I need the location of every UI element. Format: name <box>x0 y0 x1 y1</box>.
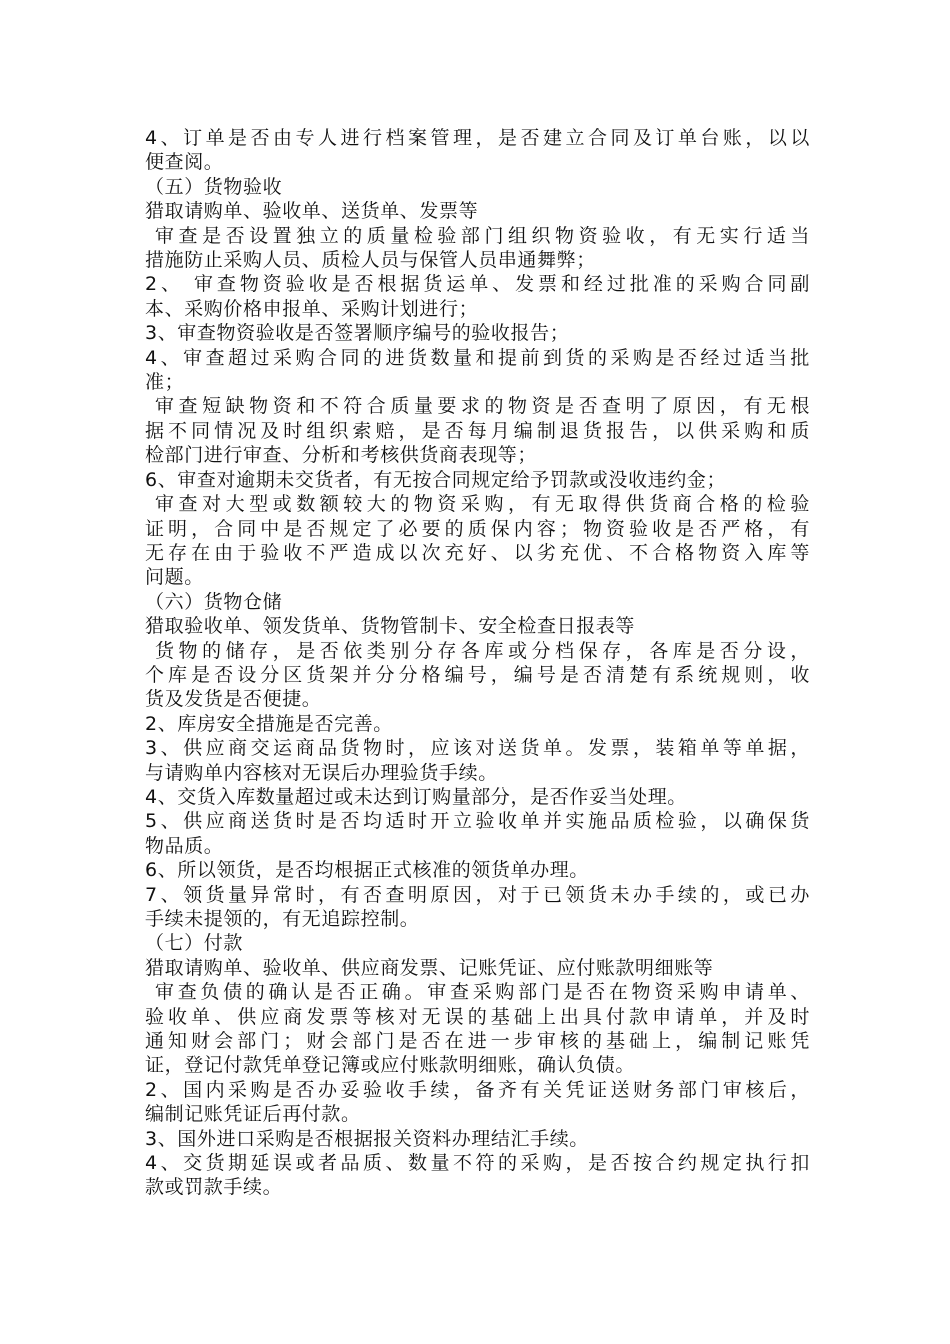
document-line: 检部门进行审查、分析和考核供货商表现等； <box>145 444 538 467</box>
document-line: 审查对大型或数额较大的物资采购，有无取得供货商合格的检验 <box>155 493 810 516</box>
document-line: 审查负债的确认是否正确。审查采购部门是否在物资采购申请单、 <box>155 981 810 1004</box>
document-line: 证明，合同中是否规定了必要的质保内容；物资验收是否严格，有 <box>145 517 810 540</box>
document-line: 7、领货量异常时，有否查明原因，对于已领货未办手续的，或已办 <box>145 883 810 906</box>
document-line: 本、采购价格申报单、采购计划进行； <box>145 297 479 320</box>
document-line: 验收单、供应商发票等核对无误的基础上出具付款申请单，并及时 <box>145 1005 810 1028</box>
document-line: （七）付款 <box>145 932 244 955</box>
document-line: 4、审查超过采购合同的进货数量和提前到货的采购是否经过适当批 <box>145 346 810 369</box>
document-line: 猎取请购单、验收单、送货单、发票等 <box>145 200 479 223</box>
document-line: 猎取请购单、验收单、供应商发票、记账凭证、应付账款明细账等 <box>145 956 714 979</box>
document-line: 审查短缺物资和不符合质量要求的物资是否查明了原因，有无根 <box>155 395 810 418</box>
document-line: 措施防止采购人员、质检人员与保管人员串通舞弊； <box>145 249 596 272</box>
document-line: 6、审查对逾期未交货者，有无按合同规定给予罚款或没收违约金； <box>145 468 727 491</box>
document-line: 4、交货期延误或者品质、数量不符的采购，是否按合约规定执行扣 <box>145 1152 810 1175</box>
document-line: 4、订单是否由专人进行档案管理，是否建立合同及订单台账，以以 <box>145 127 810 149</box>
document-line: 通知财会部门；财会部门是否在进一步审核的基础上，编制记账凭 <box>145 1030 810 1053</box>
document-line: 便查阅。 <box>145 151 224 174</box>
document-body <box>145 126 810 1200</box>
document-line: 款或罚款手续。 <box>145 1176 283 1199</box>
document-line: 3、审查物资验收是否签署顺序编号的验收报告； <box>145 322 570 345</box>
document-line: 4、交货入库数量超过或未达到订购量部分，是否作妥当处理。 <box>145 785 687 808</box>
document-line: 审查是否设置独立的质量检验部门组织物资验收，有无实行适当 <box>155 224 810 247</box>
document-line: 6、所以领货，是否均根据正式核准的领货单办理。 <box>145 859 589 882</box>
document-line: 手续未提领的，有无追踪控制。 <box>145 908 420 930</box>
document-line: 5、供应商送货时是否均适时开立验收单并实施品质检验，以确保货 <box>145 810 810 833</box>
document-line: 与请购单内容核对无误后办理验货手续。 <box>145 761 498 784</box>
document-line: 猎取验收单、领发货单、货物管制卡、安全检查日报表等 <box>145 615 636 638</box>
document-line: 准； <box>145 371 185 394</box>
document-line: 据不同情况及时组织索赔，是否每月编制退货报告，以供采购和质 <box>145 419 810 442</box>
document-line: 个库是否设分区货架并分分格编号，编号是否清楚有系统规则，收 <box>145 663 810 686</box>
document-line: 2、国内采购是否办妥验收手续，备齐有关凭证送财务部门审核后， <box>145 1078 810 1101</box>
document-line: 2、 审查物资验收是否根据货运单、发票和经过批准的采购合同副 <box>145 273 810 296</box>
document-line: 编制记账凭证后再付款。 <box>145 1103 361 1126</box>
document-line: 2、库房安全措施是否完善。 <box>145 712 393 735</box>
document-line: 无存在由于验收不严造成以次充好、以劣充优、不合格物资入库等 <box>145 541 810 564</box>
document-line: 3、国外进口采购是否根据报关资料办理结汇手续。 <box>145 1127 589 1150</box>
document-line: （六）货物仓储 <box>145 590 283 613</box>
document-line: （五）货物验收 <box>145 175 283 198</box>
document-line: 证，登记付款凭单登记簿或应付账款明细账，确认负债。 <box>145 1054 636 1077</box>
document-line: 物品质。 <box>145 834 224 857</box>
document-line: 3、供应商交运商品货物时，应该对送货单。发票，装箱单等单据， <box>145 737 810 760</box>
document-line: 货物的储存，是否依类别分存各库或分档保存，各库是否分设， <box>155 639 810 662</box>
document-line: 货及发货是否便捷。 <box>145 688 322 711</box>
document-line: 问题。 <box>145 566 204 589</box>
